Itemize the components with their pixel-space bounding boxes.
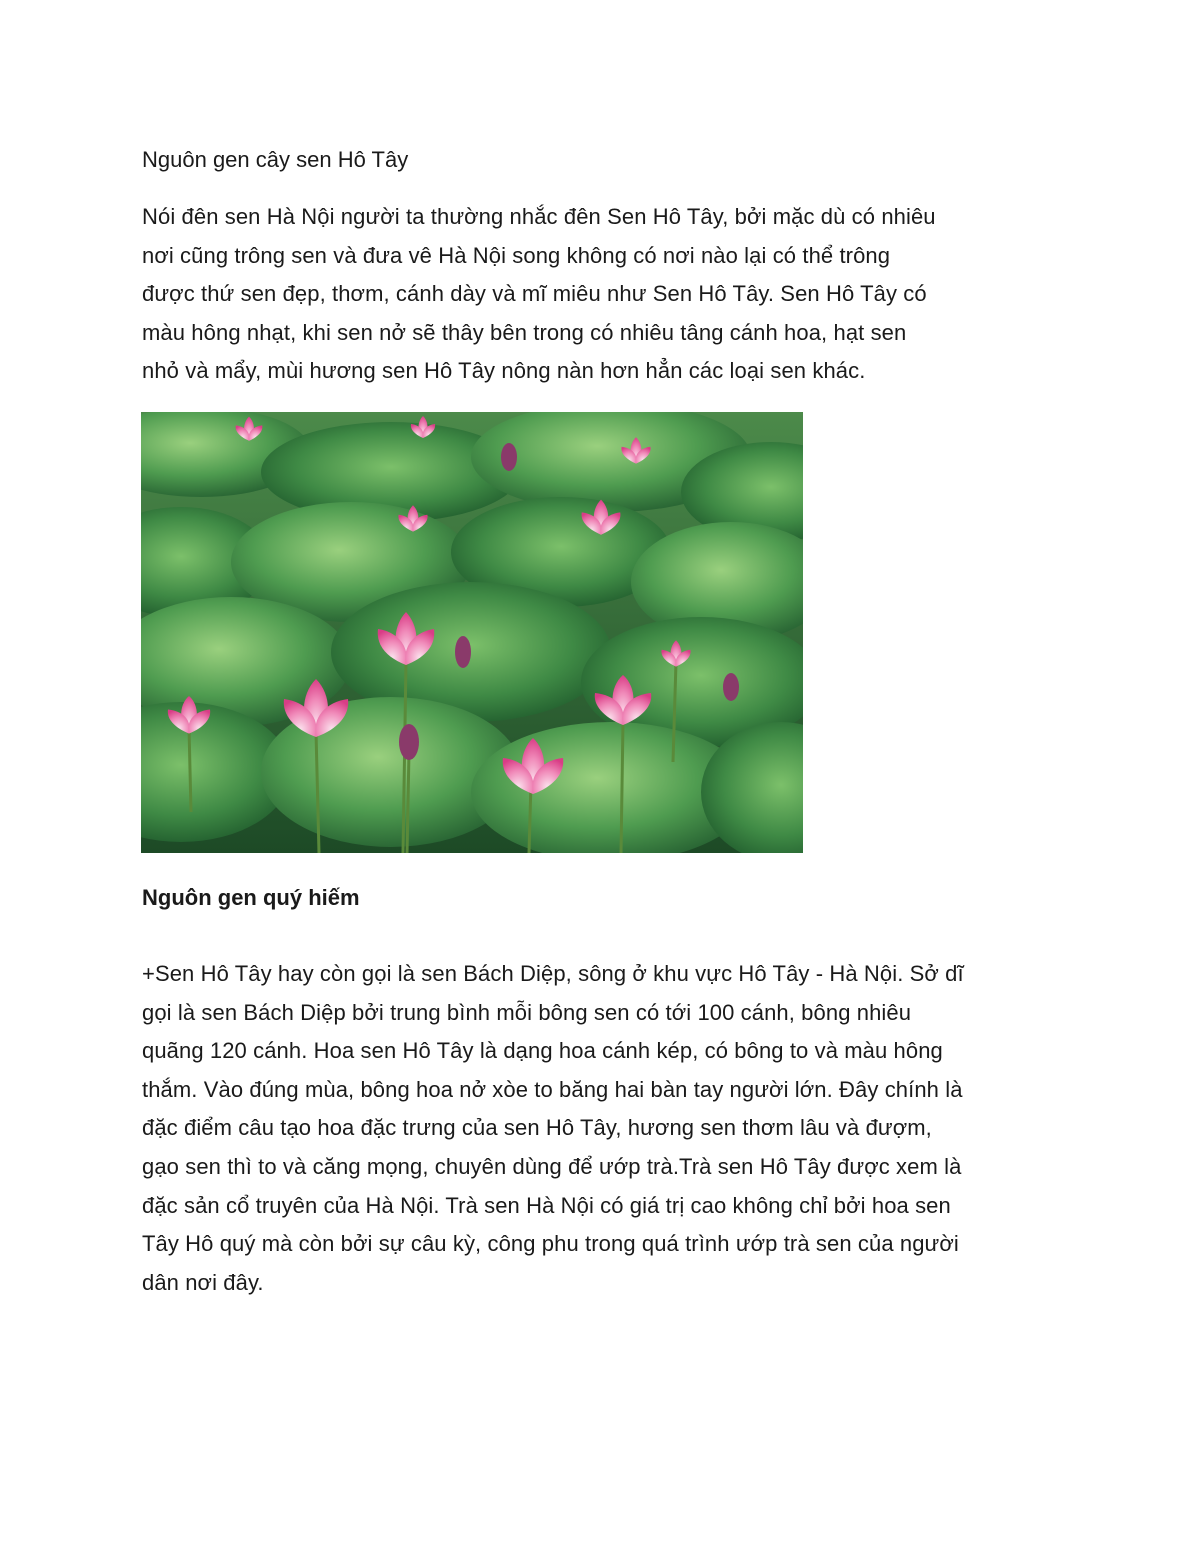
body-line: Tây Hô quý mà còn bởi sự câu kỳ, công phu trong quá trình ướp trà sen của người [142,1231,959,1257]
body-line: dân nơi đây. [142,1269,264,1295]
intro-line: Nói đên sen Hà Nội người ta thường nhắc đên Sen Hô Tây, bởi mặc dù có nhiêu [142,204,936,229]
lotus-pond-photo [141,412,803,853]
body-line: thắm. Vào đúng mùa, bông hoa nở xòe to băng hai bàn tay người lớn. Đây chính là [142,1076,963,1102]
body-line: +Sen Hô Tây hay còn gọi là sen Bách Diệp, sông ở khu vực Hô Tây - Hà Nội. Sở dĩ [142,961,964,986]
body-paragraph [142,955,1062,1302]
body-line: gọi là sen Bách Diệp bởi trung bình mỗi bông sen có tới 100 cánh, bông nhiêu [142,999,912,1025]
document-title: Nguôn gen cây sen Hô Tây [142,147,409,172]
intro-paragraph [142,198,1062,391]
intro-line: nhỏ và mẩy, mùi hương sen Hô Tây nông nàn hơn hẳn các loại sen khác. [142,358,866,384]
body-line: đặc điểm câu tạo hoa đặc trưng của sen Hô Tây, hương sen thơm lâu và đượm, [142,1115,932,1141]
body-line: gạo sen thì to và căng mọng, chuyên dùng để ướp trà.Trà sen Hô Tây được xem là [142,1153,962,1179]
body-line: đặc sản cổ truyên của Hà Nội. Trà sen Hà Nội có giá trị cao không chỉ bởi hoa sen [142,1192,951,1218]
intro-line: màu hông nhạt, khi sen nở sẽ thây bên trong có nhiêu tâng cánh hoa, hạt sen [142,319,907,345]
section-heading: Nguôn gen quý hiếm [142,885,360,910]
lotus-leaves [141,412,803,853]
body-line: quãng 120 cánh. Hoa sen Hô Tây là dạng hoa cánh kép, có bông to và màu hông [142,1038,943,1064]
intro-line: được thứ sen đẹp, thơm, cánh dày và mĩ miêu như Sen Hô Tây. Sen Hô Tây có [142,281,927,307]
intro-line: nơi cũng trông sen và đưa vê Hà Nội song không có nơi nào lại có thể trông [142,242,891,268]
lotus-illustration [141,412,803,853]
